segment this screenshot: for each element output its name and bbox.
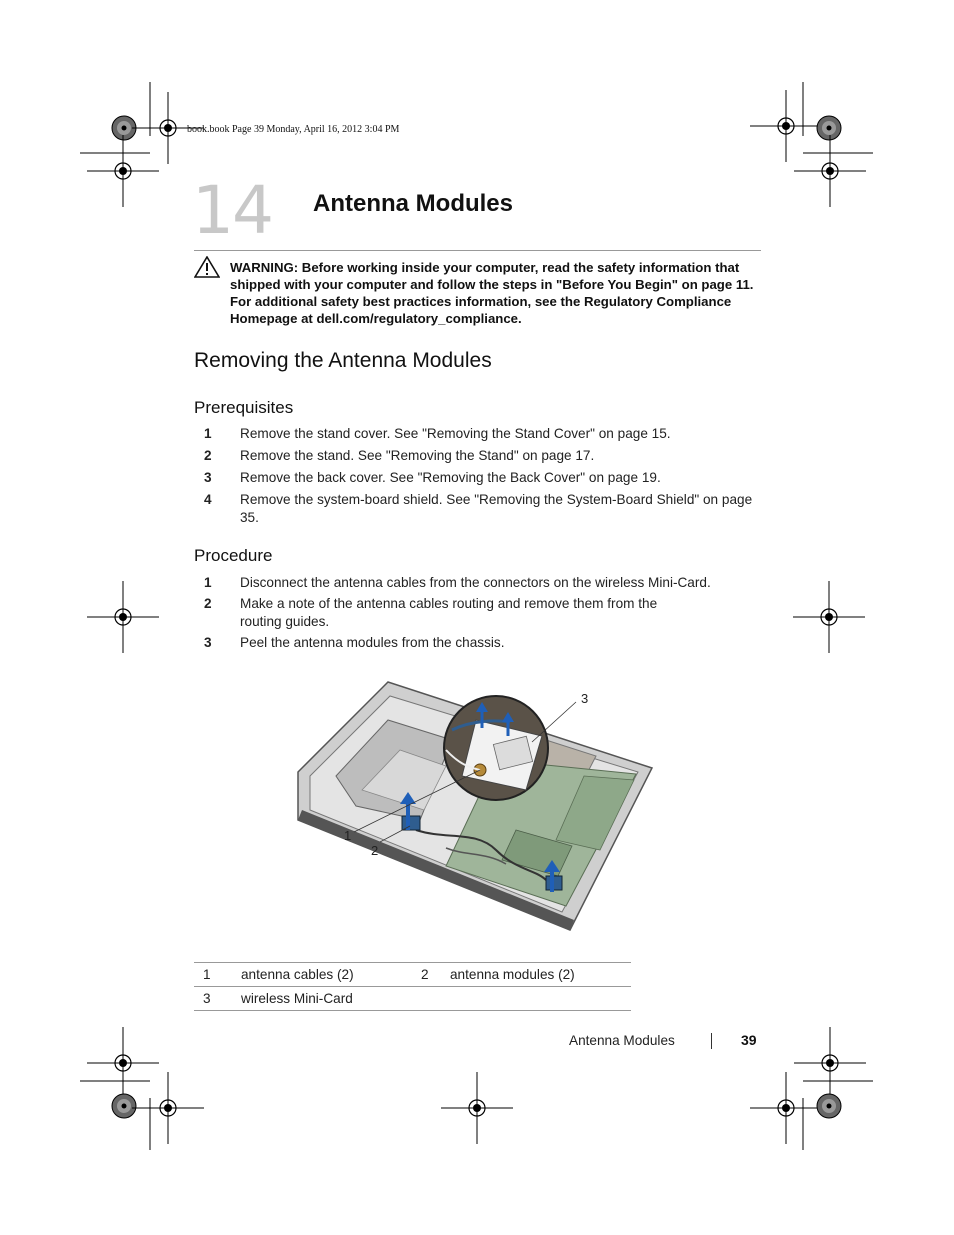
chapter-rule (194, 250, 761, 251)
list-item: 3 Peel the antenna modules from the chassis. (204, 635, 505, 650)
list-item: 4 Remove the system-board shield. See "Removing the System-Board Shield" on page 35. (204, 492, 753, 525)
footer-separator (711, 1033, 712, 1049)
list-item: 3 Remove the back cover. See "Removing the Back Cover" on page 19. (204, 470, 661, 485)
chapter-title: Antenna Modules (313, 190, 514, 217)
list-item: 2 Remove the stand. See "Removing the Stand" on page 17. (204, 448, 595, 463)
callout-2: 2 (371, 843, 379, 858)
page-number: 39 (741, 1032, 757, 1048)
section-title: Removing the Antenna Modules (194, 349, 492, 372)
procedure-heading: Procedure (194, 546, 273, 565)
list-item: 1 Disconnect the antenna cables from the connectors on the wireless Mini-Card. (204, 575, 711, 590)
callout-legend-table (194, 962, 631, 1011)
chapter-number: 14 (192, 172, 272, 249)
callout-1: 1 (344, 828, 352, 843)
table-row: 3 wireless Mini-Card (194, 987, 631, 1011)
table-row: 1 antenna cables (2) 2 antenna modules (2) (194, 963, 631, 987)
print-slug: book.book Page 39 Monday, April 16, 2012 3:04 PM (187, 124, 400, 135)
prerequisites-heading: Prerequisites (194, 398, 294, 417)
antenna-illustration (296, 680, 656, 940)
list-item: 2 Make a note of the antenna cables routing and remove them from the routing guides. (204, 596, 658, 629)
callout-3: 3 (581, 691, 589, 706)
warning-text: WARNING: Before working inside your computer, read the safety information that shipped with your computer and follow the steps in "Before You Begin" on page 11. For additional safety best practices information, see the Regulatory Compliance Homepage at dell.com/regulatory_compliance. (230, 260, 754, 326)
list-item: 1 Remove the stand cover. See "Removing the Stand Cover" on page 15. (204, 426, 671, 441)
footer-chapter-label: Antenna Modules (569, 1033, 675, 1048)
warning-icon (194, 256, 220, 278)
